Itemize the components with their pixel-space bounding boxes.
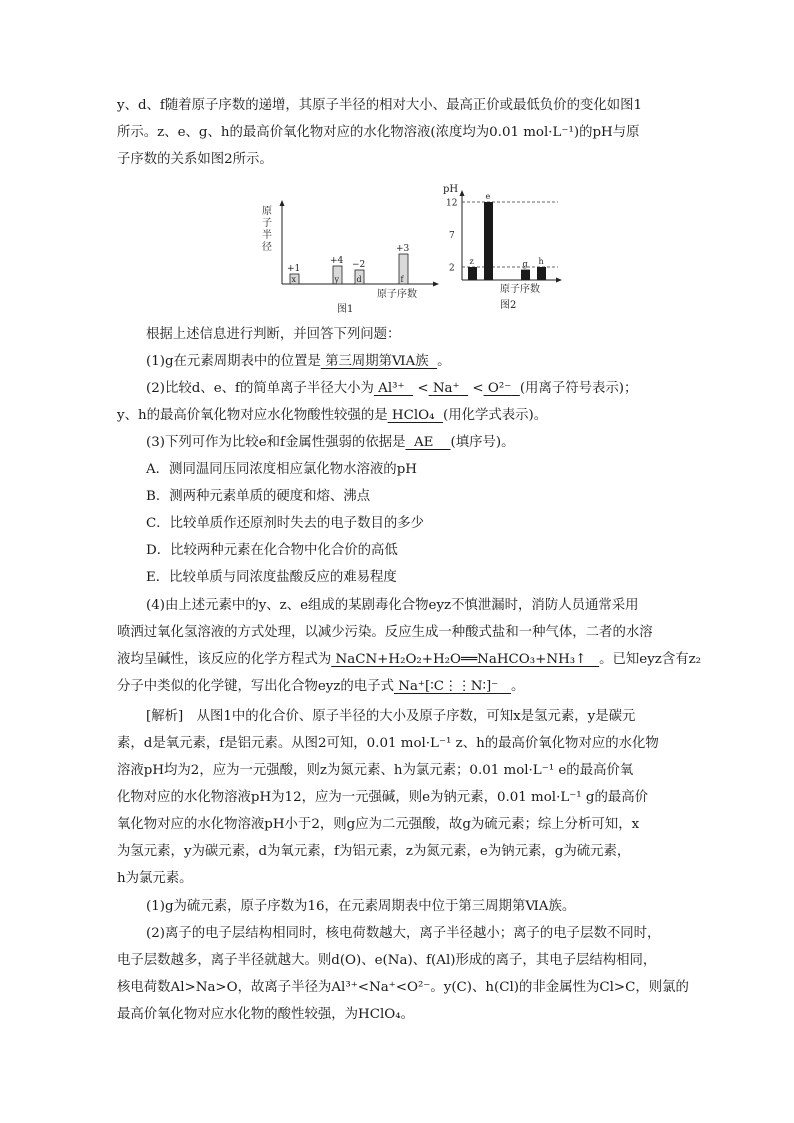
fig1-bar-label-x: x [291, 275, 297, 284]
q2-answer-3: O²⁻ [487, 381, 512, 396]
fig1-bar-label-y: y [334, 275, 340, 284]
q4-electron-formula-answer: Na⁺[∶C⋮⋮N∶]⁻ [398, 679, 499, 694]
fig2-ytick-12: 12 [446, 198, 458, 209]
fig2-ytick-7: 7 [449, 231, 455, 241]
fig2-bar-label-g: g [522, 259, 528, 269]
question-4-line-1: (4)由上述元素中的y、z、e组成的某剧毒化合物eyz不慎泄漏时，消防人员通常采用 [146, 598, 639, 613]
question-3 [146, 434, 515, 452]
fig2-bar-label-z: z [469, 257, 474, 266]
fig2-bar-g [521, 270, 530, 280]
analysis-part-2-line-1: (2)离子的电子层结构相同时，核电荷数越大，离子半径越小；离子的电子层数不同时， [146, 926, 661, 941]
question-4-line-3 [117, 651, 701, 669]
question-4-line-4 [117, 678, 524, 696]
fig2-bar-e [484, 202, 493, 280]
q2-answer-2: Na⁺ [432, 381, 460, 396]
analysis-part-1: (1)g为硫元素，原子序数为16，在元素周期表中位于第三周期第ⅥA族。 [146, 899, 576, 914]
analysis-line-7: h为氯元素。 [117, 871, 193, 886]
q2-post: (用离子符号表示)； [519, 381, 638, 396]
q2-answer-1: Al³⁺ [378, 381, 405, 396]
intro-line-1: y、d、f随着原子序数的递增，其原子半径的相对大小、最高正价或最低负价的变化如图1 [117, 98, 643, 113]
q1-text: (1)g在元素周期表中的位置是 [146, 354, 321, 369]
fig2-ytick-2: 2 [449, 263, 455, 274]
fig2-bar-z [468, 267, 477, 280]
analysis-part-2-line-4: 最高价氧化物对应水化物的酸性较强，为HClO₄。 [117, 1007, 414, 1022]
fig1-valence-y: +4 [330, 256, 344, 266]
fig2-bar-label-e: e [485, 192, 491, 201]
option-a: A．测同温同压同浓度相应氯化物水溶液的pH [146, 462, 417, 477]
fig1-valence-f: +3 [396, 244, 410, 254]
analysis-line-1: [解析] 从图1中的化合价、原子半径的大小及原子序数，可知x是氢元素，y是碳元 [146, 709, 636, 724]
q2-sep-1: < [417, 381, 429, 396]
question-prompt: 根据上述信息进行判断，并回答下列问题： [146, 327, 401, 342]
q2-line2-post: (用化学式表示)。 [442, 408, 548, 423]
question-2-line-1 [146, 380, 637, 398]
q3-answer: AE [414, 435, 434, 450]
fig2-xlabel: 原子序数 [500, 284, 540, 295]
figure-1 [255, 192, 445, 322]
analysis-part-2-line-3: 核电荷数Al>Na>O，故离子半径为Al³⁺<Na⁺<O²⁻。y(C)、h(Cl)的非金属性为Cl>C，则氯的 [117, 980, 689, 995]
analysis-line-5: 氧化物对应的水化物溶液pH小于2，则g应为二元强酸，故g为硫元素；综上分析可知，x [117, 817, 640, 832]
q2-line2-text: y、h的最高价氧化物对应水化物酸性较强的是 [117, 408, 388, 423]
analysis-line-3: 溶液pH均为2，应为一元强酸，则z为氮元素、h为氯元素；0.01 mol·L⁻¹ e的最高价氧 [117, 763, 634, 778]
analysis-line-2: 素，d是氧元素，f是铝元素。从图2可知，0.01 mol·L⁻¹ z、h的最高价氧化物对应的水化物 [117, 736, 659, 751]
q2-sep-2: < [472, 381, 484, 396]
q4-equation-answer: NaCN+H₂O₂+H₂O══NaHCO₃+NH₃↑ [335, 652, 587, 667]
analysis-line-4: 化物对应的水化物溶液pH为12，应为一元强碱，则e为钠元素，0.01 mol·L⁻¹ g的最高价 [117, 790, 649, 805]
fig1-bar-label-d: d [356, 275, 362, 284]
option-b: B．测两种元素单质的硬度和熔、沸点 [146, 489, 371, 504]
q4-line3-post: 。已知eyz含有z₂ [599, 652, 702, 667]
question-1 [146, 353, 451, 371]
fig1-ylabel-1: 原 [262, 206, 272, 217]
q1-post: 。 [437, 354, 451, 369]
q3-text: (3)下列可作为比较e和f金属性强弱的依据是 [146, 435, 406, 450]
analysis-line-6: 为氢元素，y为碳元素，d为氧元素，f为铝元素，z为氮元素，e为钠元素，g为硫元素， [117, 844, 631, 859]
intro-line-2: 所示。z、e、g、h的最高价氧化物对应的水化物溶液(浓度均为0.01 mol·L⁻¹)的pH与原 [117, 125, 640, 140]
question-4-line-2: 喷洒过氧化氢溶液的方式处理，以减少污染。反应生成一种酸式盐和一种气体，二者的水溶 [117, 625, 653, 640]
fig1-xlabel: 原子序数 [377, 289, 417, 300]
fig2-bar-h [537, 267, 546, 280]
fig1-caption: 图1 [337, 304, 354, 315]
fig1-ylabel-3: 半 [262, 230, 272, 241]
fig2-bar-label-h: h [538, 257, 544, 266]
intro-line-3: 子序数的关系如图2所示。 [117, 152, 273, 167]
option-c: C．比较单质作还原剂时失去的电子数目的多少 [146, 516, 425, 531]
q3-post: (填序号)。 [450, 435, 515, 450]
option-e: E．比较单质与同浓度盐酸反应的难易程度 [146, 570, 397, 585]
q2-line2-answer: HClO₄ [391, 408, 435, 423]
fig1-bar-label-f: f [400, 275, 404, 284]
analysis-part-2-line-2: 电子层数越多，离子半径就越大。则d(O)、e(Na)、f(Al)形成的离子，其电子层结构相同， [117, 953, 657, 968]
q4-line3-text: 液均呈碱性，该反应的化学方程式为 [117, 652, 332, 667]
question-2-line-2 [117, 407, 547, 425]
fig2-caption: 图2 [500, 300, 517, 311]
q2-text: (2)比较d、e、f的简单离子半径大小为 [146, 381, 374, 396]
option-d: D．比较两种元素在化合物中化合价的高低 [146, 543, 398, 558]
figure-2-chart [440, 182, 570, 322]
fig1-ylabel-2: 子 [262, 218, 272, 229]
q1-answer: 第三周期第ⅥA族 [325, 354, 429, 369]
fig1-valence-x: +1 [287, 264, 301, 274]
fig2-ylabel: pH [443, 184, 459, 195]
q4-line4-post: 。 [511, 679, 525, 694]
fig1-valence-d: −2 [352, 260, 366, 270]
fig1-ylabel-4: 径 [262, 242, 272, 253]
q4-line4-text: 分子中类似的化学键，写出化合物eyz的电子式 [117, 679, 394, 694]
